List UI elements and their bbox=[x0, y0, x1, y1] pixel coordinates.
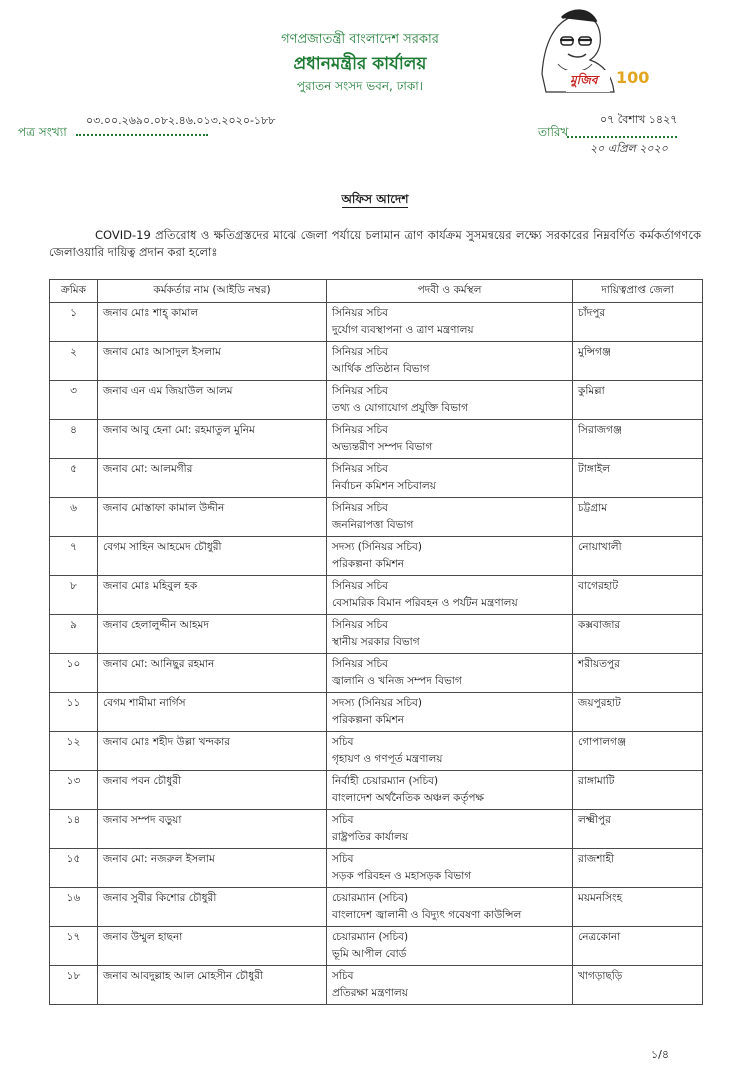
cell-officer-name: জনাব মোঃ শহীদ উল্লা খন্দকার bbox=[98, 732, 327, 771]
workplace-text: জ্বালানি ও খনিজ সম্পদ বিভাগ bbox=[332, 675, 462, 687]
cell-serial: ১ bbox=[50, 303, 98, 342]
cell-officer-name: জনাব সুবীর কিশোর চৌধুরী bbox=[98, 888, 327, 927]
header-serial: ক্রমিক bbox=[50, 280, 98, 303]
workplace-text: নির্বাচন কমিশন সচিবালয় bbox=[332, 480, 436, 492]
designation-text: সচিব bbox=[332, 814, 354, 826]
cell-district: নেত্রকোনা bbox=[573, 927, 703, 966]
page-number: ১/৪ bbox=[651, 1048, 669, 1061]
assignment-table bbox=[49, 279, 703, 1005]
cell-designation-workplace bbox=[327, 849, 573, 888]
workplace-text: ভূমি আপীল বোর্ড bbox=[332, 948, 407, 960]
cell-designation-workplace bbox=[327, 693, 573, 732]
designation-text: চেয়ারম্যান (সচিব) bbox=[332, 931, 409, 943]
table-row bbox=[50, 693, 703, 732]
workplace-text: আর্থিক প্রতিষ্ঠান বিভাগ bbox=[332, 363, 430, 375]
workplace-text: পরিকল্পনা কমিশন bbox=[332, 714, 405, 726]
designation-text: চেয়ারম্যান (সচিব) bbox=[332, 892, 409, 904]
cell-designation-workplace bbox=[327, 615, 573, 654]
cell-serial: ১৬ bbox=[50, 888, 98, 927]
cell-serial: ১৩ bbox=[50, 771, 98, 810]
cell-serial: ৩ bbox=[50, 381, 98, 420]
cell-designation-workplace bbox=[327, 771, 573, 810]
cell-district: মুন্সিগঞ্জ bbox=[573, 342, 703, 381]
cell-district: গোপালগঞ্জ bbox=[573, 732, 703, 771]
table-row bbox=[50, 771, 703, 810]
table-row bbox=[50, 459, 703, 498]
workplace-text: অভ্যন্তরীণ সম্পদ বিভাগ bbox=[332, 441, 433, 453]
cell-designation-workplace bbox=[327, 810, 573, 849]
cell-designation-workplace bbox=[327, 576, 573, 615]
intro-paragraph: COVID-19 প্রতিরোধ ও ক্ষতিগ্রস্তদের মাঝে জেলা পর্যায়ে চলামান ত্রাণ কার্যক্রম সুসমন্বয়ের লক্ষ্যে সরকারের নিম্নবর্ণিত কর্মকর্তাগণকে জেলাওয়ারি দায়িত্ব প্রদান করা হলোঃ bbox=[49, 228, 701, 259]
table-row bbox=[50, 576, 703, 615]
table-header-row bbox=[50, 280, 703, 303]
designation-text: সচিব bbox=[332, 970, 354, 982]
designation-text: সচিব bbox=[332, 853, 354, 865]
cell-district: কক্সবাজার bbox=[573, 615, 703, 654]
government-name: গণপ্রজাতন্ত্রী বাংলাদেশ সরকার bbox=[281, 32, 439, 47]
cell-designation-workplace bbox=[327, 654, 573, 693]
workplace-text: দুর্যোগ ব্যবস্থাপনা ও ত্রাণ মন্ত্রণালয় bbox=[332, 324, 474, 336]
table-row bbox=[50, 342, 703, 381]
cell-officer-name: জনাব মোস্তাফা কামাল উদ্দীন bbox=[98, 498, 327, 537]
cell-officer-name: জনাব মো: নজরুল ইসলাম bbox=[98, 849, 327, 888]
logo-mujib-text: মুজিব bbox=[570, 73, 598, 87]
table-row bbox=[50, 849, 703, 888]
designation-text: সদস্য (সিনিয়র সচিব) bbox=[332, 697, 422, 709]
cell-serial: ১১ bbox=[50, 693, 98, 732]
memo-dotted-line bbox=[76, 124, 208, 136]
designation-text: সিনিয়র সচিব bbox=[332, 463, 388, 475]
designation-text: সিনিয়র সচিব bbox=[332, 385, 388, 397]
date-label: তারিখ bbox=[538, 125, 569, 139]
designation-text: সচিব bbox=[332, 736, 354, 748]
logo-year-number: 100 bbox=[616, 68, 650, 87]
cell-officer-name: জনাব মো: আলমগীর bbox=[98, 459, 327, 498]
designation-text: সিনিয়র সচিব bbox=[332, 307, 388, 319]
cell-district: ময়মনসিংহ bbox=[573, 888, 703, 927]
office-name: প্রধানমন্ত্রীর কার্যালয় bbox=[293, 54, 427, 74]
cell-designation-workplace bbox=[327, 303, 573, 342]
cell-designation-workplace bbox=[327, 732, 573, 771]
cell-district: কুমিল্লা bbox=[573, 381, 703, 420]
table-row bbox=[50, 927, 703, 966]
date-bangla: ০৭ বৈশাখ ১৪২৭ bbox=[600, 113, 678, 126]
table-row bbox=[50, 810, 703, 849]
cell-district: চট্টগ্রাম bbox=[573, 498, 703, 537]
table-row bbox=[50, 888, 703, 927]
cell-designation-workplace bbox=[327, 498, 573, 537]
table-row bbox=[50, 381, 703, 420]
cell-designation-workplace bbox=[327, 342, 573, 381]
memo-number-label: পত্র সংখ্যা bbox=[18, 125, 67, 139]
cell-district: বাগেরহাট bbox=[573, 576, 703, 615]
workplace-text: স্থানীয় সরকার বিভাগ bbox=[332, 636, 420, 648]
cell-officer-name: জনাব আবু হেনা মো: রহমাতুল মুনিম bbox=[98, 420, 327, 459]
cell-serial: ৪ bbox=[50, 420, 98, 459]
header-district: দায়িত্বপ্রাপ্ত জেলা bbox=[573, 280, 703, 303]
office-address: পুরাতন সংসদ ভবন, ঢাকা। bbox=[296, 79, 424, 93]
cell-district: রাজশাহী bbox=[573, 849, 703, 888]
cell-serial: ৫ bbox=[50, 459, 98, 498]
designation-text: সিনিয়র সচিব bbox=[332, 346, 388, 358]
document-title bbox=[0, 191, 750, 211]
cell-officer-name: জনাব আবদুল্লাহ আল মোহসীন চৌধুরী bbox=[98, 966, 327, 1005]
header-officer-name: কর্মকর্তার নাম (আইডি নম্বর) bbox=[98, 280, 327, 303]
cell-officer-name: জনাব মো: আনিছুর রহমান bbox=[98, 654, 327, 693]
workplace-text: রাষ্ট্রপতির কার্যালয় bbox=[332, 831, 409, 843]
cell-district: খাগড়াছড়ি bbox=[573, 966, 703, 1005]
date-dotted-line bbox=[567, 128, 677, 138]
cell-district: সিরাজগঞ্জ bbox=[573, 420, 703, 459]
cell-officer-name: জনাব পবন চৌধুরী bbox=[98, 771, 327, 810]
table-row bbox=[50, 966, 703, 1005]
header-designation: পদবী ও কর্মস্থল bbox=[327, 280, 573, 303]
cell-serial: ১০ bbox=[50, 654, 98, 693]
cell-serial: ১৫ bbox=[50, 849, 98, 888]
cell-designation-workplace bbox=[327, 966, 573, 1005]
workplace-text: গৃহায়ণ ও গণপূর্ত মন্ত্রণালয় bbox=[332, 753, 443, 765]
cell-district: চাঁদপুর bbox=[573, 303, 703, 342]
designation-text: সিনিয়র সচিব bbox=[332, 424, 388, 436]
workplace-text: প্রতিরক্ষা মন্ত্রণালয় bbox=[332, 987, 408, 999]
date-english: ২০ এপ্রিল ২০২০ bbox=[590, 142, 668, 155]
memo-number: ০৩.০০.২৬৯০.০৮২.৪৬.০১৩.২০২০-১৮৮ bbox=[86, 114, 276, 127]
cell-serial: ৬ bbox=[50, 498, 98, 537]
cell-officer-name: জনাব মোঃ শাহ্‌ কামাল bbox=[98, 303, 327, 342]
cell-officer-name: জনাব এন এম জিয়াউল আলম bbox=[98, 381, 327, 420]
cell-officer-name: জনাব মোঃ আসাদুল ইসলাম bbox=[98, 342, 327, 381]
designation-text: সিনিয়র সচিব bbox=[332, 502, 388, 514]
table-row bbox=[50, 420, 703, 459]
table-row bbox=[50, 303, 703, 342]
cell-designation-workplace bbox=[327, 927, 573, 966]
table-row bbox=[50, 654, 703, 693]
designation-text: নির্বাহী চেয়ারম্যান (সচিব) bbox=[332, 775, 439, 787]
workplace-text: বাংলাদেশ জ্বালানী ও বিদ্যুৎ গবেষণা কাউন্সিল bbox=[332, 909, 522, 921]
designation-text: সিনিয়র সচিব bbox=[332, 658, 388, 670]
designation-text: সিনিয়র সচিব bbox=[332, 619, 388, 631]
cell-officer-name: জনাব উম্মুল হাছনা bbox=[98, 927, 327, 966]
workplace-text: পরিকল্পনা কমিশন bbox=[332, 558, 405, 570]
cell-serial: ৯ bbox=[50, 615, 98, 654]
cell-serial: ১৭ bbox=[50, 927, 98, 966]
workplace-text: তথ্য ও যোগাযোগ প্রযুক্তি বিভাগ bbox=[332, 402, 468, 414]
cell-serial: ১৪ bbox=[50, 810, 98, 849]
document-title-text: অফিস আদেশ bbox=[341, 192, 409, 206]
table-row bbox=[50, 537, 703, 576]
cell-officer-name: জনাব মোঃ মহিবুল হক bbox=[98, 576, 327, 615]
table-row bbox=[50, 615, 703, 654]
cell-officer-name: বেগম শামীমা নার্গিস bbox=[98, 693, 327, 732]
cell-serial: ১২ bbox=[50, 732, 98, 771]
cell-designation-workplace bbox=[327, 888, 573, 927]
cell-designation-workplace bbox=[327, 381, 573, 420]
cell-designation-workplace bbox=[327, 459, 573, 498]
cell-officer-name: জনাব সম্পদ বড়ুয়া bbox=[98, 810, 327, 849]
workplace-text: জননিরাপত্তা বিভাগ bbox=[332, 519, 414, 531]
cell-designation-workplace bbox=[327, 537, 573, 576]
cell-district: জয়পুরহাট bbox=[573, 693, 703, 732]
designation-text: সিনিয়র সচিব bbox=[332, 580, 388, 592]
cell-officer-name: বেগম সাহিন আহমেদ চৌধুরী bbox=[98, 537, 327, 576]
cell-district: শরীয়তপুর bbox=[573, 654, 703, 693]
cell-designation-workplace bbox=[327, 420, 573, 459]
cell-officer-name: জনাব হেলালুদ্দীন আহমদ bbox=[98, 615, 327, 654]
cell-district: নোয়াখালী bbox=[573, 537, 703, 576]
cell-district: লক্ষ্মীপুর bbox=[573, 810, 703, 849]
workplace-text: বাংলাদেশ অর্থনৈতিক অঞ্চল কর্তৃপক্ষ bbox=[332, 792, 484, 804]
workplace-text: সড়ক পরিবহন ও মহাসড়ক বিভাগ bbox=[332, 870, 472, 882]
cell-serial: ১৮ bbox=[50, 966, 98, 1005]
cell-serial: ৮ bbox=[50, 576, 98, 615]
cell-serial: ৭ bbox=[50, 537, 98, 576]
cell-serial: ২ bbox=[50, 342, 98, 381]
designation-text: সদস্য (সিনিয়র সচিব) bbox=[332, 541, 422, 553]
table-row bbox=[50, 732, 703, 771]
workplace-text: বেসামরিক বিমান পরিবহন ও পর্যটন মন্ত্রণালয় bbox=[332, 597, 518, 609]
cell-district: টাঙ্গাইল bbox=[573, 459, 703, 498]
table-row bbox=[50, 498, 703, 537]
cell-district: রাঙ্গামাটি bbox=[573, 771, 703, 810]
